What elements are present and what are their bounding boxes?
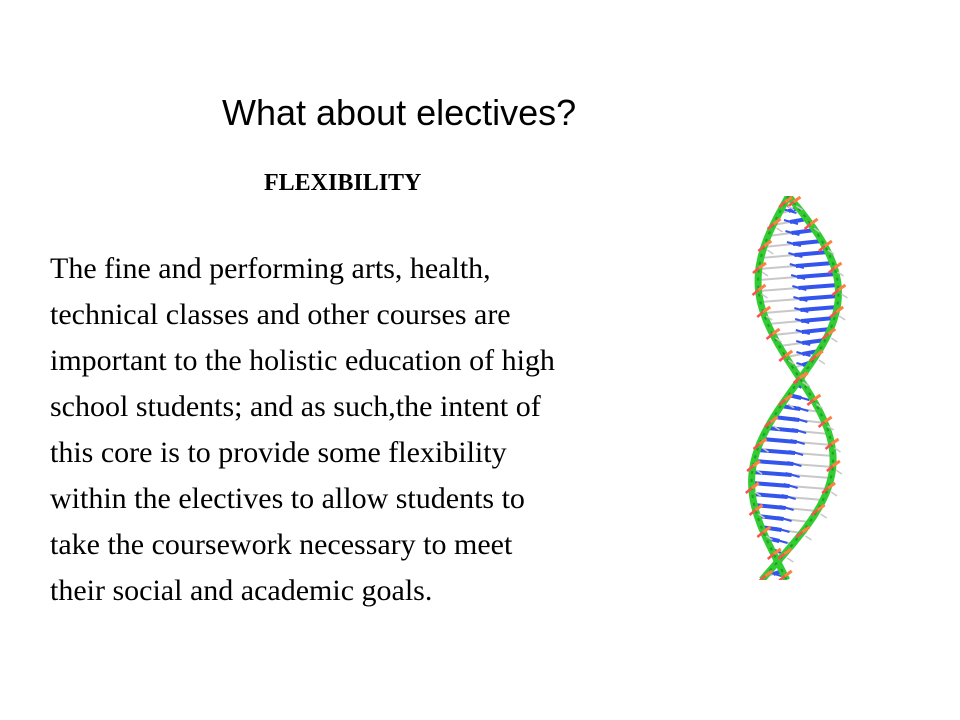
body-line: take the coursework necessary to meet — [50, 528, 513, 561]
dna-double-helix-icon — [702, 196, 862, 580]
body-text — [50, 246, 690, 614]
slide-title: What about electives? — [222, 92, 577, 133]
slide-subtitle: FLEXIBILITY — [264, 170, 422, 196]
body-line: The fine and performing arts, health, — [50, 252, 491, 285]
body-line: important to the holistic education of high — [50, 344, 555, 377]
body-line: within the electives to allow students to — [50, 482, 525, 515]
body-line: their social and academic goals. — [50, 574, 433, 607]
body-line: school students; and as such,the intent of — [50, 390, 541, 423]
body-line: this core is to provide some flexibility — [50, 436, 507, 469]
body-line: technical classes and other courses are — [50, 298, 511, 331]
